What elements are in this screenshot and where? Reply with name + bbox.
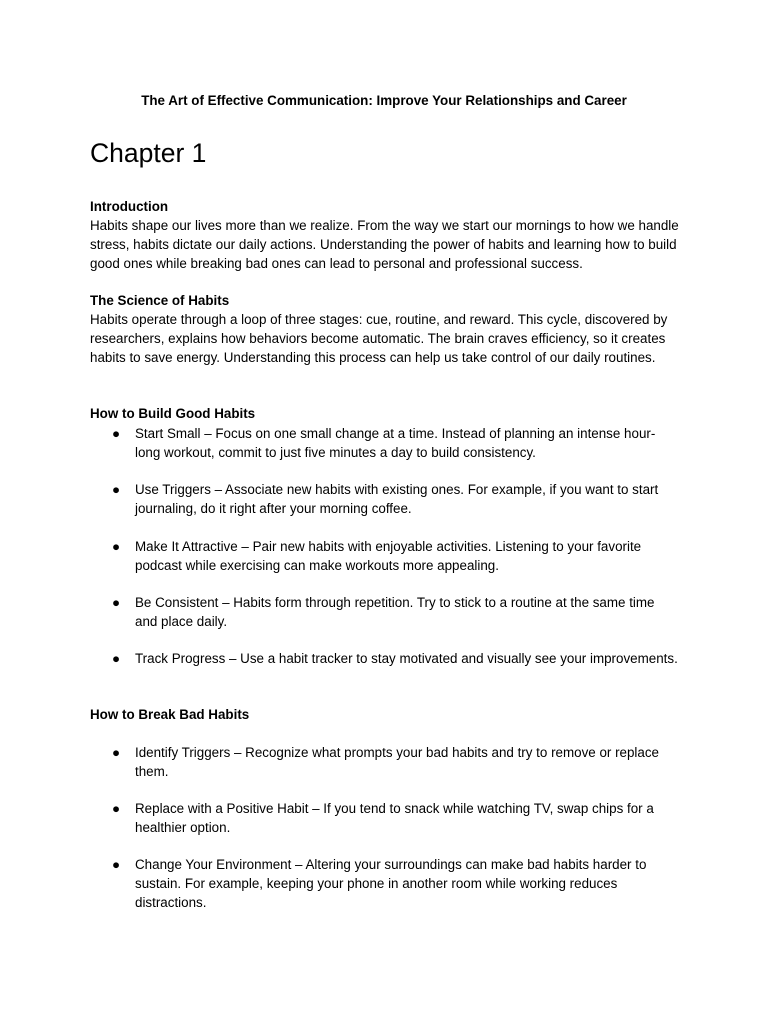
break-habits-heading: How to Break Bad Habits	[90, 707, 250, 722]
bullet-icon: ●	[112, 857, 121, 872]
bullet-icon: ●	[112, 651, 121, 666]
bullet-icon: ●	[112, 745, 121, 760]
bullet-icon: ●	[112, 426, 121, 441]
list-item-text: Be Consistent – Habits form through repetition. Try to stick to a routine at the same time and place daily.	[135, 595, 655, 629]
list-item-text: Identify Triggers – Recognize what prompts your bad habits and try to remove or replace them.	[135, 745, 659, 779]
list-item-text: Make It Attractive – Pair new habits with enjoyable activities. Listening to your favorite podcast while exercising can make workouts more appealing.	[135, 539, 642, 573]
bullet-icon: ●	[112, 539, 121, 554]
list-item-text: Change Your Environment – Altering your surroundings can make bad habits harder to sustain. For example, keeping your phone in another room while working reduces distractions.	[135, 857, 647, 910]
list-item-text: Use Triggers – Associate new habits with existing ones. For example, if you want to start journaling, do it right after your morning coffee.	[135, 482, 659, 516]
break-habits-section	[90, 705, 690, 724]
science-section	[90, 291, 690, 367]
introduction-section	[90, 197, 690, 273]
chapter-heading: Chapter 1	[90, 138, 207, 168]
science-heading: The Science of Habits	[90, 293, 230, 308]
bullet-icon: ●	[112, 801, 121, 816]
introduction-heading: Introduction	[90, 199, 169, 214]
bullet-icon: ●	[112, 595, 121, 610]
list-item-text: Replace with a Positive Habit – If you tend to snack while watching TV, swap chips for a healthier option.	[135, 801, 654, 835]
bullet-icon: ●	[112, 482, 121, 497]
build-habits-heading: How to Build Good Habits	[90, 406, 256, 421]
introduction-paragraph: Habits shape our lives more than we realize. From the way we start our mornings to how we handle stress, habits dictate our daily actions. Understanding the power of habits and learning how to build good ones while breaking bad ones can lead to personal and professional success.	[90, 218, 679, 271]
build-habits-section	[90, 404, 690, 423]
list-item-text: Start Small – Focus on one small change at a time. Instead of planning an intense hour-long workout, commit to just five minutes a day to build consistency.	[135, 426, 656, 460]
document-title: The Art of Effective Communication: Improve Your Relationships and Career	[141, 93, 627, 108]
list-item-text: Track Progress – Use a habit tracker to stay motivated and visually see your improvements.	[135, 651, 678, 666]
science-paragraph: Habits operate through a loop of three stages: cue, routine, and reward. This cycle, discovered by researchers, explains how behaviors become automatic. The brain craves efficiency, so it creates habits to save energy. Understanding this process can help us take control of our daily routines.	[90, 312, 668, 365]
